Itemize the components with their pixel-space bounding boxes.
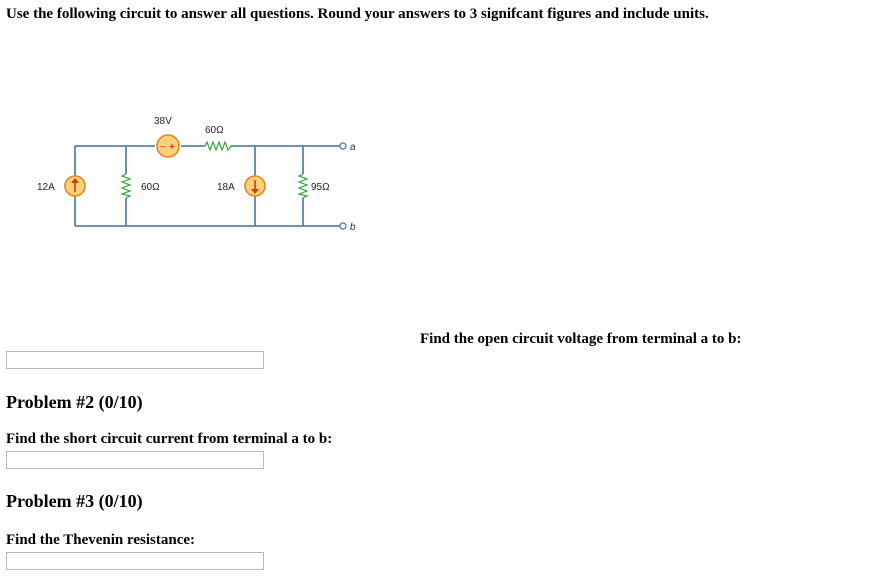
terminal-a-node — [340, 143, 346, 149]
resistor-left — [122, 174, 130, 198]
svg-text:+: + — [169, 142, 175, 153]
voltage-source-38v — [157, 135, 179, 157]
source-38v-label: 38V — [154, 116, 172, 127]
problem2-title: Problem #2 (0/10) — [6, 392, 143, 412]
svg-text:−: − — [160, 142, 166, 153]
circuit-diagram — [0, 0, 400, 260]
problem2-question: Find the short circuit current from terminal a to b: — [6, 431, 333, 447]
resistor-top — [205, 142, 231, 150]
problem3-title: Problem #3 (0/10) — [6, 491, 143, 511]
problem3-question: Find the Thevenin resistance: — [6, 532, 196, 548]
terminal-b-label: b — [350, 222, 356, 233]
terminal-a-label: a — [350, 142, 356, 153]
circuit-wires — [75, 146, 340, 226]
problem1-answer-input[interactable] — [6, 351, 264, 369]
instructions-text: Use the following circuit to answer all questions. Round your answers to 3 signifcant figures and include units. — [6, 6, 709, 22]
current-source-18a — [245, 176, 265, 196]
source-12a-label: 12A — [37, 182, 55, 193]
current-source-12a — [65, 176, 85, 196]
resistor-right-label: 95Ω — [311, 182, 330, 193]
resistor-right — [299, 174, 307, 198]
problem2-answer-input[interactable] — [6, 451, 264, 469]
source-18a-label: 18A — [217, 182, 235, 193]
terminal-b-node — [340, 223, 346, 229]
resistor-top-label: 60Ω — [205, 125, 224, 136]
resistor-left-label: 60Ω — [141, 182, 160, 193]
problem3-answer-input[interactable] — [6, 552, 264, 570]
problem1-question: Find the open circuit voltage from terminal a to b: — [420, 331, 742, 347]
